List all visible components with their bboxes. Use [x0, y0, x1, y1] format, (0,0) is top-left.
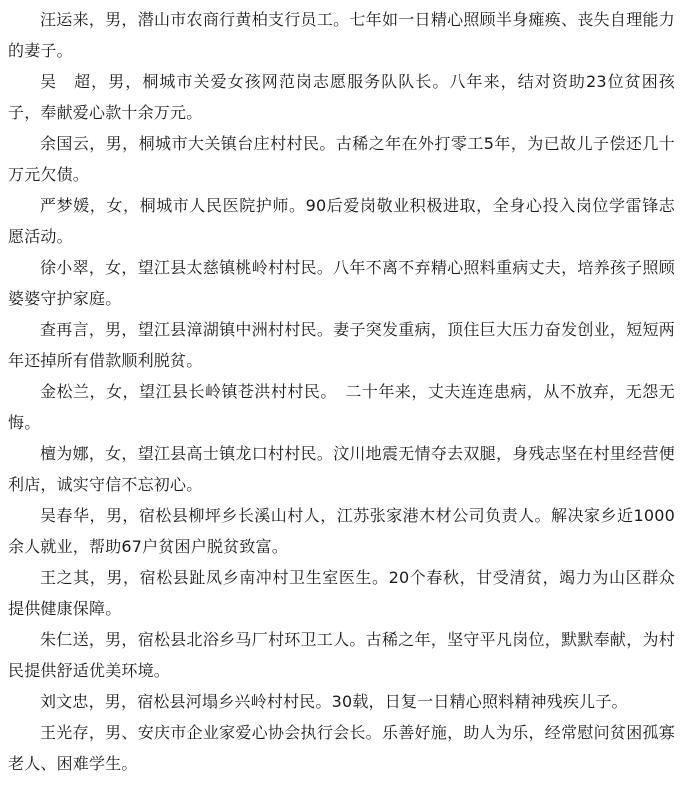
entry-paragraph: 金松兰，女，望江县长岭镇苍洪村村民。 二十年来，丈夫连连患病，从不放弃，无怨无悔。 [8, 382, 675, 432]
entry-paragraph: 王之其，男，宿松县趾凤乡南冲村卫生室医生。20个春秋，甘受清贫，竭力为山区群众提供健康保障。 [8, 568, 675, 618]
entry-paragraph: 朱仁送，男，宿松县北浴乡马厂村环卫工人。古稀之年，坚守平凡岗位，默默奉献，为村民提供舒适优美环境。 [8, 630, 675, 680]
entry-paragraph: 汪运来，男，潜山市农商行黄柏支行员工。七年如一日精心照顾半身瘫痪、丧失自理能力的妻子。 [8, 10, 675, 60]
entry-paragraph: 吴春华，男，宿松县柳坪乡长溪山村人，江苏张家港木材公司负责人。解决家乡近1000余人就业，帮助67户贫困户脱贫致富。 [8, 506, 675, 556]
entry-paragraph: 余国云，男，桐城市大关镇台庄村村民。古稀之年在外打零工5年，为已故儿子偿还几十万元欠债。 [8, 134, 675, 184]
entry-paragraph: 吴 超，男，桐城市关爱女孩网范岗志愿服务队队长。八年来，结对资助23位贫困孩子，奉献爱心款十余万元。 [8, 72, 675, 122]
entry-paragraph: 刘文忠，男，宿松县河塌乡兴岭村村民。30载，日复一日精心照料精神残疾儿子。 [40, 692, 628, 711]
entry-paragraph: 查再言，男，望江县漳湖镇中洲村村民。妻子突发重病，顶住巨大压力奋发创业，短短两年还掉所有借款顺利脱贫。 [8, 320, 675, 370]
entry-paragraph: 王光存，男、安庆市企业家爱心协会执行会长。乐善好施，助人为乐，经常慰问贫困孤寡老人、困难学生。 [8, 723, 675, 773]
document-body [8, 4, 675, 779]
entry-paragraph: 严梦媛，女，桐城市人民医院护师。90后爱岗敬业积极进取，全身心投入岗位学雷锋志愿活动。 [8, 196, 675, 246]
entry-paragraph: 檀为娜，女，望江县高士镇龙口村村民。汶川地震无情夺去双腿，身残志坚在村里经营便利店，诚实守信不忘初心。 [8, 444, 675, 494]
entry-paragraph: 徐小翠，女，望江县太慈镇桃岭村村民。八年不离不弃精心照料重病丈夫，培养孩子照顾婆婆守护家庭。 [8, 258, 675, 308]
